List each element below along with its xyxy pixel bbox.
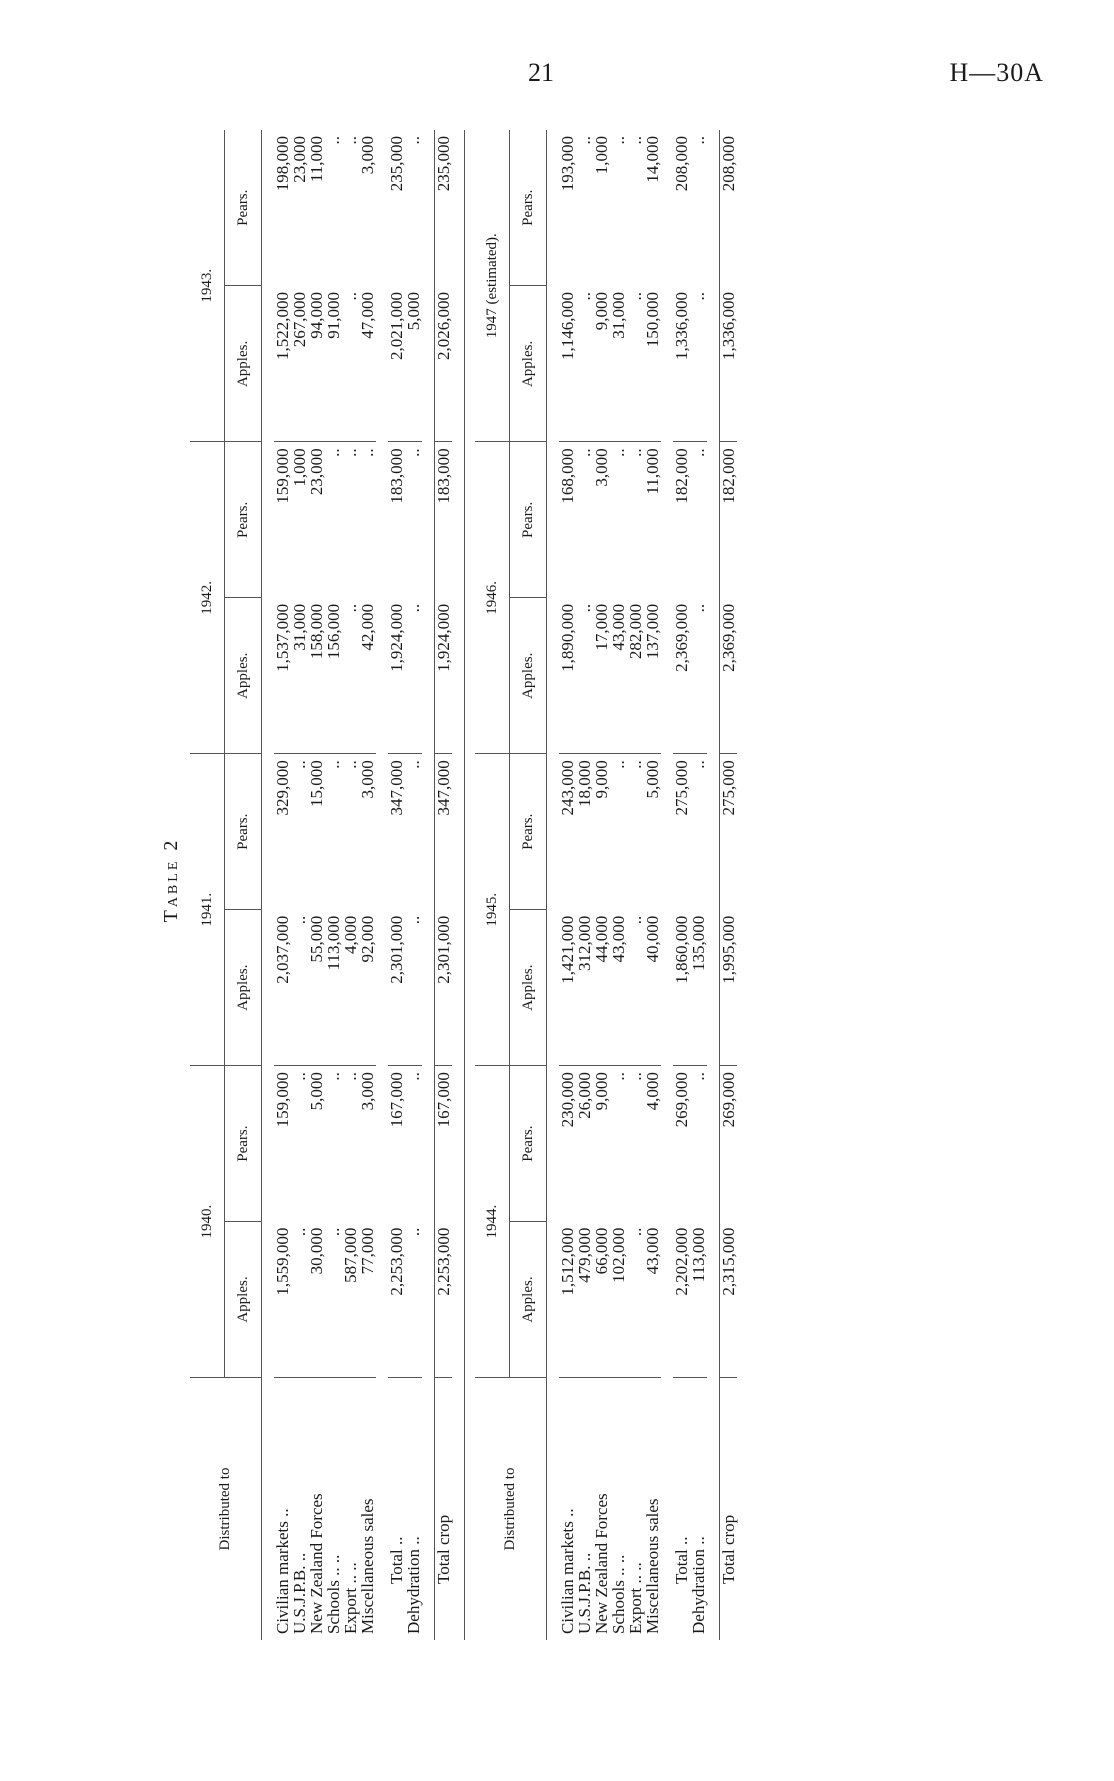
table-cell: .. [358, 448, 377, 457]
pears-header: Pears. [510, 442, 547, 598]
table-cell: .. [575, 448, 594, 457]
table-cell: 9,000 [592, 760, 611, 799]
table-cell: 55,000 [308, 910, 325, 1066]
table-cell: .. [626, 136, 645, 145]
table-cell: 2,301,000 [388, 910, 405, 1066]
year-header: 1941. [190, 754, 225, 1066]
table-cell: 2,315,000 [720, 1222, 738, 1378]
table-row [644, 130, 661, 1640]
row-label: Export .. .. [341, 1562, 360, 1634]
document-reference: H—30A [949, 58, 1044, 87]
table-cell: .. [405, 910, 422, 1066]
row-label: U.S.J.P.B. .. [575, 1552, 594, 1634]
dehydration-row [405, 130, 422, 1640]
table-cell: 1,336,000 [720, 286, 738, 442]
table-cell: .. [609, 760, 628, 769]
table-cell: .. [324, 448, 343, 457]
table-cell: .. [626, 760, 645, 769]
table-cell: 3,000 [592, 448, 611, 487]
pears-header: Pears. [225, 1066, 262, 1222]
table-cell: .. [404, 760, 423, 769]
table-cell: 167,000 [387, 1072, 406, 1128]
row-label: Dehydration .. [689, 1536, 708, 1634]
table-cell: 9,000 [592, 1072, 611, 1111]
table-cell: 168,000 [558, 448, 577, 504]
table-cell: 2,253,000 [388, 1222, 405, 1378]
table-cell: .. [690, 286, 707, 442]
table-cell: 1,336,000 [673, 286, 690, 442]
table-cell: .. [404, 136, 423, 145]
table-cell: .. [576, 598, 593, 754]
spacer-cell [452, 1378, 465, 1641]
spacer-cell [707, 1378, 720, 1641]
table-cell: 137,000 [644, 598, 661, 754]
table-cell: 182,000 [720, 442, 738, 598]
table-cell: 183,000 [435, 442, 453, 598]
table-cell: 92,000 [359, 910, 376, 1066]
table-cell: .. [609, 1072, 628, 1081]
table-cell: .. [626, 1072, 645, 1081]
table-cell: 329,000 [273, 760, 292, 816]
table-cell: 40,000 [644, 910, 661, 1066]
table-cell: 44,000 [593, 910, 610, 1066]
table-cell: 18,000 [575, 760, 594, 807]
apples-header: Apples. [510, 598, 547, 754]
spacer-cell [661, 1378, 673, 1641]
table-cell: 113,000 [690, 1222, 707, 1378]
year-header-row [475, 130, 510, 1640]
table-cell: 77,000 [359, 1222, 376, 1378]
table-cell: 275,000 [720, 754, 738, 910]
apples-header: Apples. [225, 1222, 262, 1378]
apples-header: Apples. [225, 598, 262, 754]
table-cell: 1,924,000 [388, 598, 405, 754]
apples-header: Apples. [510, 910, 547, 1066]
table-cell: 23,000 [290, 136, 309, 183]
page-number: 21 [528, 58, 554, 87]
spacer [452, 130, 465, 1640]
table-cell: 269,000 [720, 1066, 738, 1222]
table-cell: 235,000 [387, 136, 406, 192]
table-cell: .. [627, 286, 644, 442]
table-cell: 3,000 [358, 1072, 377, 1111]
table-cell: 1,890,000 [559, 598, 576, 754]
table-cell: 156,000 [325, 598, 342, 754]
table-cell: 282,000 [627, 598, 644, 754]
row-label: U.S.J.P.B. .. [290, 1552, 309, 1634]
table-cell: 5,000 [643, 760, 662, 799]
table-cell: 26,000 [575, 1072, 594, 1119]
table-cell: .. [324, 136, 343, 145]
table-cell: 43,000 [610, 598, 627, 754]
pears-header: Pears. [510, 130, 547, 286]
table-cell: .. [404, 448, 423, 457]
rotated-table-container [160, 120, 990, 1640]
pears-header: Pears. [225, 130, 262, 286]
section-divider [465, 130, 476, 1640]
table-cell: 1,537,000 [274, 598, 291, 754]
table-cell: .. [341, 448, 360, 457]
table-cell: 479,000 [576, 1222, 593, 1378]
row-label: Civilian markets .. [273, 1508, 292, 1634]
table-cell: 11,000 [643, 448, 662, 495]
table-cell: 193,000 [558, 136, 577, 192]
table-cell: 269,000 [672, 1072, 691, 1128]
spacer [422, 130, 435, 1640]
apples-header: Apples. [225, 286, 262, 442]
spacer [707, 130, 720, 1640]
table-cell: 43,000 [610, 910, 627, 1066]
year-header-row [190, 130, 225, 1640]
table-cell: .. [690, 598, 707, 754]
apples-header: Apples. [225, 910, 262, 1066]
row-label: Total crop [720, 1378, 738, 1641]
distributed-to-header: Distributed to [190, 1378, 262, 1641]
table-cell: 31,000 [610, 286, 627, 442]
table-cell: .. [342, 286, 359, 442]
table-row [593, 130, 610, 1640]
table-cell: .. [689, 760, 708, 769]
row-label: New Zealand Forces [307, 1493, 326, 1634]
table-cell: 42,000 [359, 598, 376, 754]
table-cell: 1,559,000 [274, 1222, 291, 1378]
table-cell: 312,000 [576, 910, 593, 1066]
apples-header: Apples. [510, 286, 547, 442]
apples-header: Apples. [510, 1222, 547, 1378]
table-cell: 243,000 [558, 760, 577, 816]
total-crop-row [435, 130, 453, 1640]
table-cell: 91,000 [325, 286, 342, 442]
year-header: 1943. [190, 130, 225, 442]
table-cell: 3,000 [358, 136, 377, 175]
table-cell: 235,000 [435, 130, 453, 286]
table-cell: 9,000 [593, 286, 610, 442]
row-label: Miscellaneous sales [358, 1498, 377, 1634]
table-cell: 1,512,000 [559, 1222, 576, 1378]
table-cell: 30,000 [308, 1222, 325, 1378]
table-cell: 14,000 [643, 136, 662, 183]
total-crop-row [720, 130, 738, 1640]
table-cell: .. [689, 448, 708, 457]
table-row [610, 130, 627, 1640]
fruit-distribution-table [190, 130, 749, 1640]
pears-header: Pears. [510, 1066, 547, 1222]
table-cell: 11,000 [307, 136, 326, 183]
table-cell: 275,000 [672, 760, 691, 816]
table-cell: .. [341, 1072, 360, 1081]
year-header: 1947 (estimated). [475, 130, 510, 442]
spacer [737, 130, 749, 1640]
table-cell: 31,000 [291, 598, 308, 754]
table-cell: 158,000 [308, 598, 325, 754]
table-cell: 347,000 [387, 760, 406, 816]
table-row [359, 130, 376, 1640]
table-row [576, 130, 593, 1640]
spacer-cell [422, 1378, 435, 1641]
table-cell: .. [341, 136, 360, 145]
table-row [627, 130, 644, 1640]
table-cell: 4,000 [342, 910, 359, 1066]
table-cell: 5,000 [405, 286, 422, 442]
year-header: 1942. [190, 442, 225, 754]
row-label: Miscellaneous sales [643, 1498, 662, 1634]
row-label: Export .. .. [626, 1562, 645, 1634]
table-cell: 2,369,000 [720, 598, 738, 754]
table-cell: 2,021,000 [388, 286, 405, 442]
spacer-cell [737, 1378, 749, 1641]
row-label: Schools .. .. [324, 1554, 343, 1634]
dehydration-row [690, 130, 707, 1640]
table-cell: 17,000 [593, 598, 610, 754]
pears-header: Pears. [510, 754, 547, 910]
table-cell: 23,000 [307, 448, 326, 496]
table-cell: .. [405, 1222, 422, 1378]
table-cell: .. [627, 910, 644, 1066]
table-cell: 1,860,000 [673, 910, 690, 1066]
table-cell: 183,000 [387, 448, 406, 504]
table-cell: 113,000 [325, 910, 342, 1066]
table-cell: 3,000 [358, 760, 377, 799]
row-label: Total crop [435, 1378, 453, 1641]
table-cell: 43,000 [644, 1222, 661, 1378]
table-cell: 230,000 [558, 1072, 577, 1128]
table-cell: 2,202,000 [673, 1222, 690, 1378]
table-cell: 208,000 [720, 130, 738, 286]
table-cell: .. [575, 136, 594, 145]
table-cell: .. [324, 1072, 343, 1081]
row-label: New Zealand Forces [592, 1493, 611, 1634]
table-cell: .. [291, 1222, 308, 1378]
table-cell: .. [689, 1072, 708, 1081]
pears-header: Pears. [225, 754, 262, 910]
table-row [308, 130, 325, 1640]
table-cell: .. [291, 910, 308, 1066]
table-cell: 208,000 [672, 136, 691, 192]
table-cell: 1,146,000 [559, 286, 576, 442]
table-cell: 2,026,000 [435, 286, 453, 442]
row-label: Total .. [672, 1536, 691, 1584]
total-row [388, 130, 405, 1640]
table-cell: 1,995,000 [720, 910, 738, 1066]
year-header: 1946. [475, 442, 510, 754]
table-cell: .. [325, 1222, 342, 1378]
table-cell: 182,000 [672, 448, 691, 504]
table-cell: .. [341, 760, 360, 769]
table-row [342, 130, 359, 1640]
table-cell: 2,369,000 [673, 598, 690, 754]
table-cell: .. [290, 760, 309, 769]
row-label: Civilian markets .. [558, 1508, 577, 1634]
year-header: 1940. [190, 1066, 225, 1378]
table-cell: .. [609, 136, 628, 145]
table-cell: 198,000 [273, 136, 292, 192]
table-cell: 159,000 [273, 448, 292, 504]
total-row [673, 130, 690, 1640]
table-cell: 66,000 [593, 1222, 610, 1378]
table-row [559, 130, 576, 1640]
table-cell: 167,000 [435, 1066, 453, 1222]
table-cell: .. [290, 1072, 309, 1081]
table-cell: 1,522,000 [274, 286, 291, 442]
year-header: 1945. [475, 754, 510, 1066]
table-cell: 267,000 [291, 286, 308, 442]
table-cell: .. [404, 1072, 423, 1081]
row-label: Dehydration .. [404, 1536, 423, 1634]
table-cell: .. [609, 448, 628, 457]
table-cell: 102,000 [610, 1222, 627, 1378]
table-cell: .. [324, 760, 343, 769]
table-cell: 15,000 [307, 760, 326, 807]
table-row [325, 130, 342, 1640]
table-row [274, 130, 291, 1640]
table-cell: 5,000 [307, 1072, 326, 1111]
table-cell: .. [405, 598, 422, 754]
table-cell: 159,000 [273, 1072, 292, 1128]
table-cell: 2,301,000 [435, 910, 453, 1066]
table-cell: 135,000 [690, 910, 707, 1066]
table-cell: 1,924,000 [435, 598, 453, 754]
table-cell: .. [689, 136, 708, 145]
table-cell: 1,000 [592, 136, 611, 175]
table-cell: .. [626, 448, 645, 457]
table-cell: 347,000 [435, 754, 453, 910]
table-cell: .. [576, 286, 593, 442]
row-label: Schools .. .. [609, 1554, 628, 1634]
table-cell: .. [627, 1222, 644, 1378]
table-cell: 587,000 [342, 1222, 359, 1378]
table-cell: 4,000 [643, 1072, 662, 1111]
table-cell: 47,000 [359, 286, 376, 442]
table-cell: 94,000 [308, 286, 325, 442]
distributed-to-header: Distributed to [475, 1378, 547, 1641]
table-cell: 2,037,000 [274, 910, 291, 1066]
table-row [291, 130, 308, 1640]
page-header [0, 58, 1114, 98]
table-cell: 1,000 [290, 448, 309, 487]
spacer-cell [376, 1378, 388, 1641]
row-label: Total .. [387, 1536, 406, 1584]
table-cell: 1,421,000 [559, 910, 576, 1066]
table-title: Table 2 [160, 837, 182, 923]
table-cell: 2,253,000 [435, 1222, 453, 1378]
pears-header: Pears. [225, 442, 262, 598]
table-cell: .. [342, 598, 359, 754]
year-header: 1944. [475, 1066, 510, 1378]
divider-cell [465, 130, 476, 1640]
table-cell: 150,000 [644, 286, 661, 442]
